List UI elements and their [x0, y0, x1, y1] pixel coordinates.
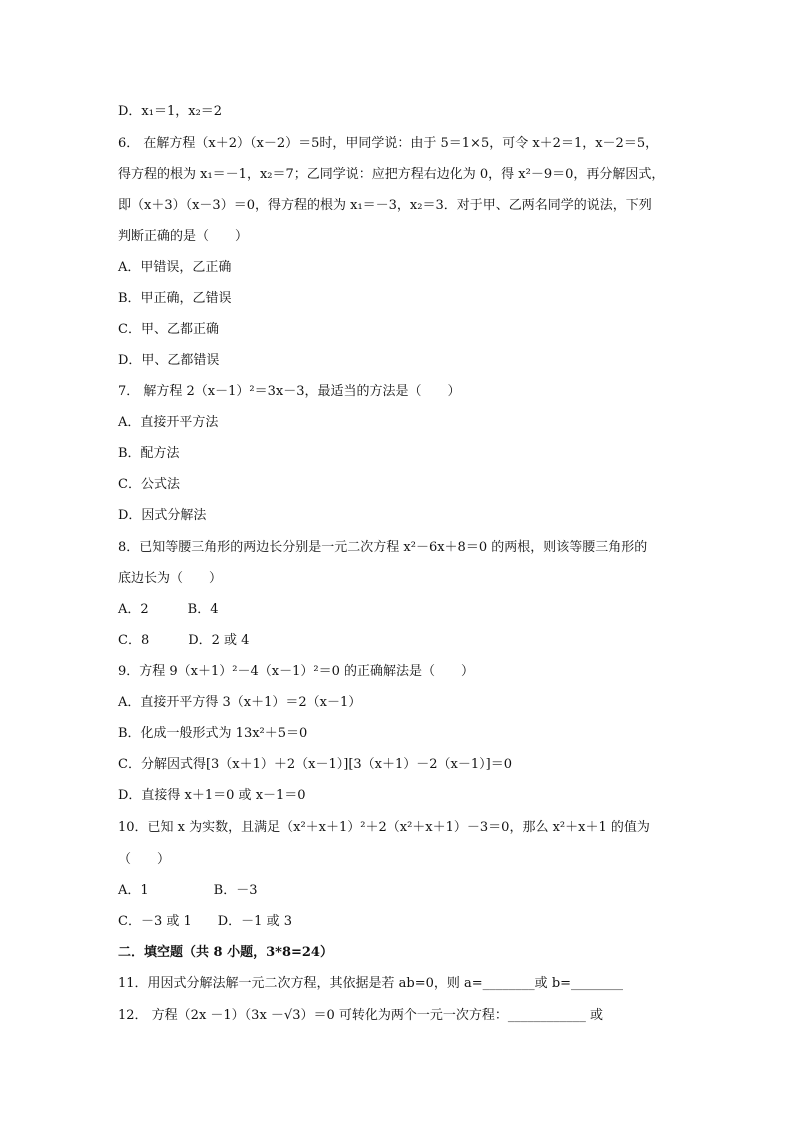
text-line: 判断正确的是（ ）	[118, 229, 249, 244]
text-line: A．2 B．4	[118, 602, 219, 617]
text-line: D．甲、乙都错误	[118, 353, 220, 368]
section-heading: 二．填空题（共 8 小题，3*8=24）	[118, 945, 333, 960]
text-line: C．分解因式得[3（x＋1）＋2（x－1）][3（x＋1）－2（x－1）]＝0	[118, 757, 512, 772]
text-line: D．因式分解法	[118, 508, 207, 523]
text-line: 底边长为（ ）	[118, 571, 223, 586]
text-line: 即（x＋3）（x－3）＝0，得方程的根为 x₁＝－3，x₂＝3．对于甲、乙两名同学的说法，下列	[118, 198, 652, 213]
text-line: 10．已知 x 为实数，且满足（x²＋x＋1）²＋2（x²＋x＋1）－3＝0，那么 x²＋x＋1 的值为	[118, 820, 650, 835]
text-line: （ ）	[118, 852, 171, 867]
text-line: C．甲、乙都正确	[118, 322, 219, 337]
text-line: 7． 解方程 2（x－1）²＝3x－3，最适当的方法是（ ）	[118, 384, 461, 399]
text-line: C．－3 或 1 D．－1 或 3	[118, 914, 292, 929]
text-line: A．直接开平方得 3（x＋1）＝2（x－1）	[118, 695, 362, 710]
text-line: A．1 B．－3	[118, 883, 258, 898]
text-line: A．甲错误，乙正确	[118, 260, 232, 275]
text-line: A．直接开平方法	[118, 415, 219, 430]
text-line: 6． 在解方程（x＋2）（x－2）＝5时，甲同学说：由于 5＝1×5，可令 x＋2＝1，x－2＝5，	[118, 136, 659, 151]
text-line: D．直接得 x＋1＝0 或 x－1＝0	[118, 788, 306, 803]
text-line: 9．方程 9（x＋1）²－4（x－1）²＝0 的正确解法是（ ）	[118, 664, 474, 679]
text-line: B．化成一般形式为 13x²＋5＝0	[118, 726, 308, 741]
text-line: B．甲正确，乙错误	[118, 291, 232, 306]
text-line: 8．已知等腰三角形的两边长分别是一元二次方程 x²－6x＋8＝0 的两根，则该等腰三角形的	[118, 540, 648, 555]
text-line: C．8 D．2 或 4	[118, 633, 250, 648]
text-line: 得方程的根为 x₁＝－1，x₂＝7；乙同学说：应把方程右边化为 0，得 x²－9＝0，再分解因式，	[118, 167, 665, 182]
text-line: B．配方法	[118, 446, 180, 461]
text-line: D．x₁＝1，x₂＝2	[118, 104, 223, 119]
text-line: C．公式法	[118, 477, 180, 492]
text-line: 12． 方程（2x －1）（3x －√3）＝0 可转化为两个一元一次方程：____________ 或	[118, 1008, 604, 1023]
text-line: 11．用因式分解法解一元二次方程，其依据是若 ab=0，则 a=________或 b=________	[118, 976, 624, 991]
